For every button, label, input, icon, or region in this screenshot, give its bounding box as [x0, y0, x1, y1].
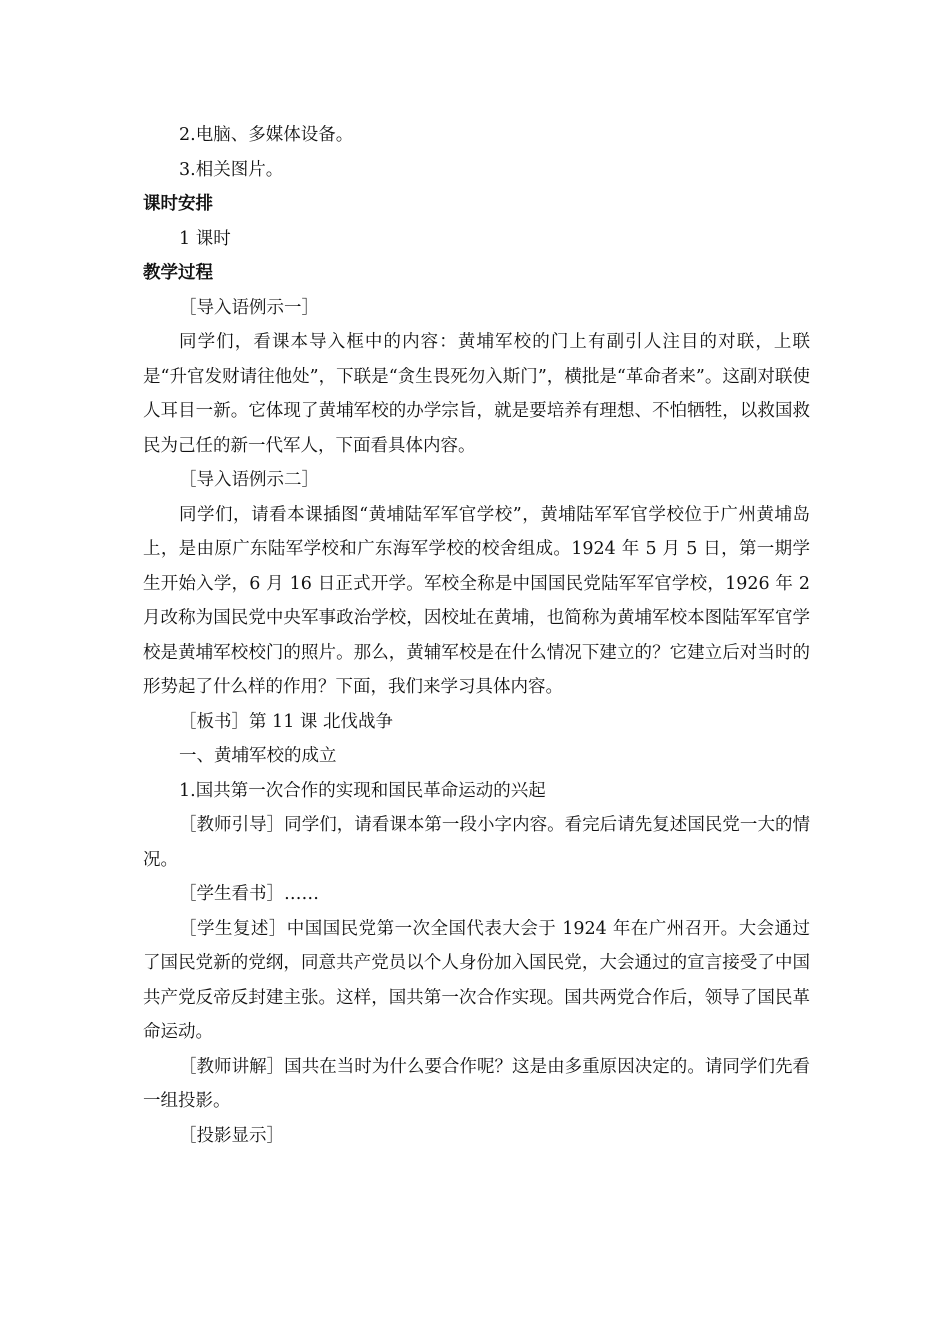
paragraph-teacher-guide: ［教师引导］同学们，请看课本第一段小字内容。看完后请先复述国民党一大的情况。	[143, 815, 810, 870]
paragraph-projection: ［投影显示］	[179, 1125, 284, 1146]
paragraph-intro-1: 同学们，看课本导入框中的内容：黄埔军校的门上有副引人注目的对联，上联是“升官发财请往他处”，下联是“贪生畏死勿入斯门”，横批是“革命者来”。这副对联使人耳目一新。它体现了黄埔军校的办学宗旨，就是要培养有理想、不怕牺牲，以救国救民为己任的新一代军人，下面看具体内容。	[143, 332, 810, 456]
paragraph-board-title: ［板书］第 11 课 北伐战争	[179, 711, 393, 732]
paragraph-intro-2-label: ［导入语例示二］	[179, 470, 319, 490]
paragraph-schedule: 1 课时	[179, 228, 231, 249]
document-body	[143, 118, 810, 1153]
paragraph-subheading-1-1: 1.国共第一次合作的实现和国民革命运动的兴起	[179, 780, 546, 801]
paragraph-teacher-explain: ［教师讲解］国共在当时为什么要合作呢？这是由多重原因决定的。请同学们先看一组投影。	[143, 1056, 810, 1111]
paragraph-student-retell: ［学生复述］中国国民党第一次全国代表大会于 1924 年在广州召开。大会通过了国民党新的党纲，同意共产党员以个人身份加入国民党，大会通过的宣言接受了中国共产党反帝反封建主张。这样，国共第一次合作实现。国共两党合作后，领导了国民革命运动。	[143, 918, 810, 1042]
paragraph-intro-2: 同学们，请看本课插图“黄埔陆军军官学校”，黄埔陆军军官学校位于广州黄埔岛上，是由原广东陆军学校和广东海军学校的校舍组成。1924 年 5 月 5 日，第一期学生开始入学，6 月 16 日正式开学。军校全称是中国国民党陆军军官学校，1926 年 2 月改称为国民党中央军事政治学校，因校址在黄埔，也简称为黄埔军校本图陆军军官学校是黄埔军校校门的照片。那么，黄辅军校是在什么情况下建立的？它建立后对当时的形势起了什么样的作用？下面，我们来学习具体内容。	[143, 504, 810, 697]
section-heading-process: 教学过程	[143, 263, 213, 283]
paragraph-subheading-1: 一、黄埔军校的成立	[179, 746, 337, 766]
paragraph-student-reading: ［学生看书］……	[179, 884, 319, 904]
paragraph-materials-3: 3.相关图片。	[179, 159, 284, 180]
section-heading-schedule: 课时安排	[143, 194, 213, 214]
paragraph-intro-1-label: ［导入语例示一］	[179, 297, 319, 318]
paragraph-materials-2: 2.电脑、多媒体设备。	[179, 125, 354, 145]
